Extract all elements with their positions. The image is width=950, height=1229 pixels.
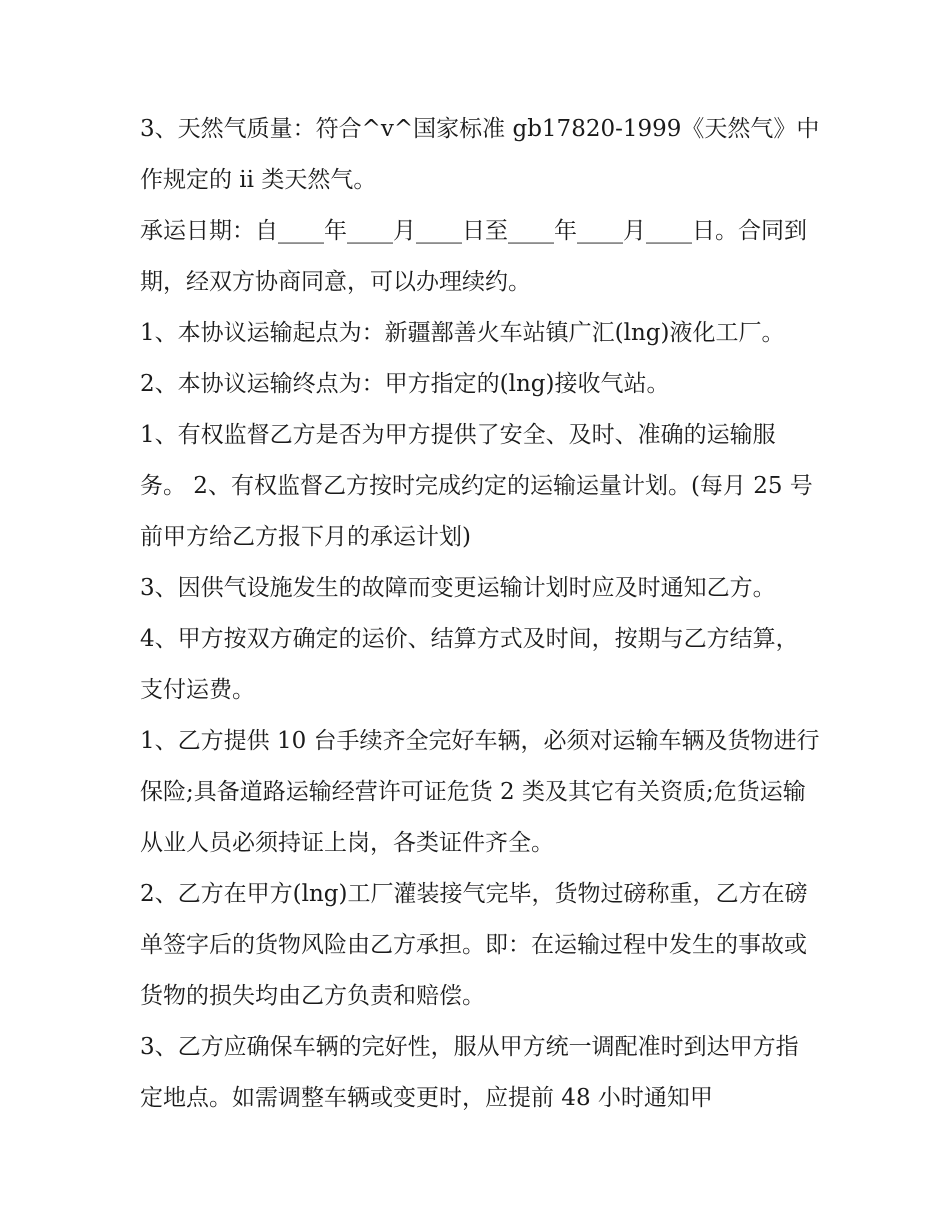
paragraph-party-a-supervision: 1、有权监督乙方是否为甲方提供了安全、及时、准确的运输服务。 2、有权监督乙方按时完成约定的运输运量计划。(每月 25 号前甲方给乙方报下月的承运计划) bbox=[140, 422, 813, 550]
paragraph-party-b-vehicles: 1、乙方提供 10 台手续齐全完好车辆，必须对运输车辆及货物进行保险;具备道路运输经营许可证危货 2 类及其它有关资质;危货运输从业人员必须持证上岗，各类证件齐全。 bbox=[140, 728, 820, 856]
paragraph-party-b-risk: 2、乙方在甲方(lng)工厂灌装接气完毕，货物过磅称重，乙方在磅单签字后的货物风险由乙方承担。即：在运输过程中发生的事故或货物的损失均由乙方负责和赔偿。 bbox=[140, 881, 808, 1009]
document-body bbox=[140, 104, 820, 1124]
paragraph-party-a-notice-settlement: 3、因供气设施发生的故障而变更运输计划时应及时通知乙方。 4、甲方按双方确定的运价、结算方式及时间，按期与乙方结算，支付运费。 bbox=[140, 575, 799, 703]
paragraph-gas-quality: 3、天然气质量：符合^v^国家标准 gb17820-1999《天然气》中作规定的 ii 类天然气。 bbox=[140, 116, 820, 193]
paragraph-route-points: 1、本协议运输起点为：新疆鄯善火车站镇广汇(lng)液化工厂。 2、本协议运输终点为：甲方指定的(lng)接收气站。 bbox=[140, 320, 785, 397]
paragraph-carriage-dates: 承运日期：自____年____月____日至____年____月____日。合同到期，经双方协商同意，可以办理续约。 bbox=[140, 218, 807, 295]
paragraph-party-b-dispatch: 3、乙方应确保车辆的完好性，服从甲方统一调配准时到达甲方指定地点。如需调整车辆或变更时，应提前 48 小时通知甲 bbox=[140, 1034, 799, 1111]
